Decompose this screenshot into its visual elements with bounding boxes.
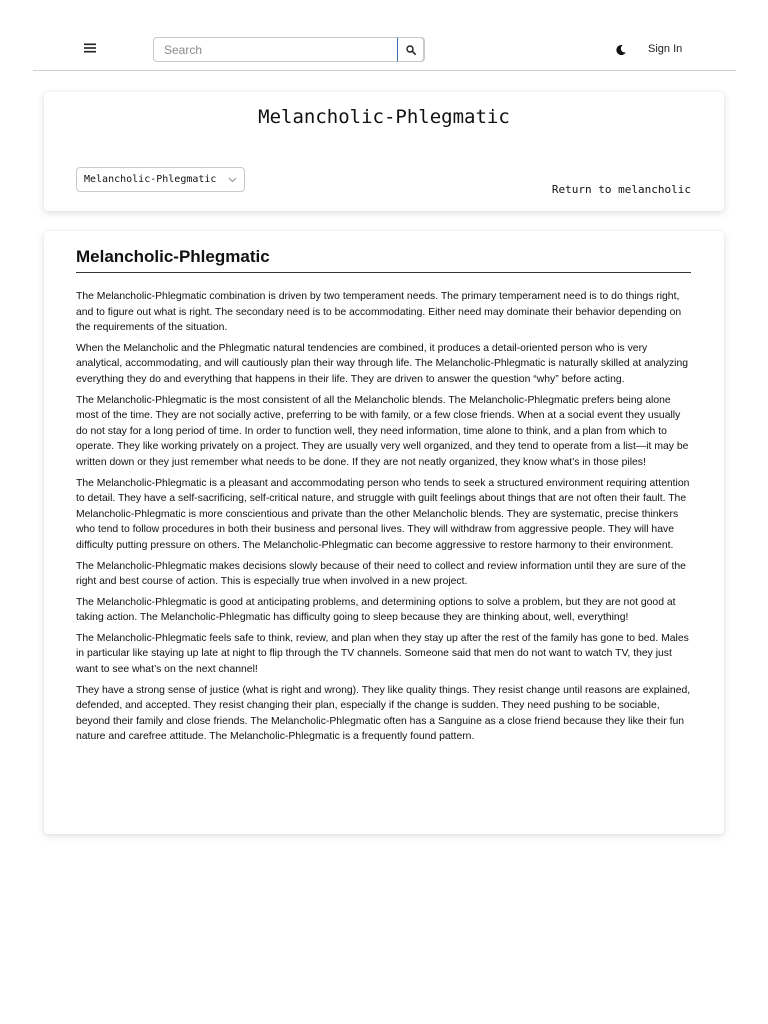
hamburger-menu-icon [83,42,97,54]
article-paragraph: The Melancholic-Phlegmatic is the most consistent of all the Melancholic blends. The Melancholic-Phlegmatic prefers being alone most of the time. They are not socially active, preferring to be with family, or a few close friends. When at a social event they usually do not stay for a long period of time. In order to function well, they need information, time alone to think, and a plan from which to operate. They like working privately on a project. They are usually very well organized, and they tend to operate from a list—it may be written down or they just remember what needs to be done. If they are not neatly organized, they know what’s in those piles! [76,394,689,468]
magnifier-icon [406,45,416,55]
moon-icon [615,44,627,56]
page-title: Melancholic-Phlegmatic [258,106,510,128]
theme-toggle-button[interactable] [615,43,629,57]
article-paragraph: They have a strong sense of justice (what is right and wrong). They like quality things. They resist change until reasons are explained, defended, and accepted. They resist changing their plan, especially if the change is sudden. They need pushing to be sociable, beyond their family and close friends. The Melancholic-Phlegmatic often has a Sanguine as a close friend because they like their fun nature and carefree attitude. The Melancholic-Phlegmatic is a frequently found pattern. [76,684,691,743]
return-to-melancholic-link[interactable]: Return to melancholic [551,183,691,196]
menu-button[interactable] [83,42,99,58]
sign-in-link[interactable]: Sign In [648,43,683,55]
search-input[interactable] [154,38,399,61]
article-paragraph: When the Melancholic and the Phlegmatic natural tendencies are combined, it produces a detail-oriented person who is very analytical, accommodating, and will cautiously plan their way through life. The Melancholic-Phlegmatic is naturally skilled at analyzing everything they do and everything that happens in their life. They are driven to answer the question “why” before acting. [76,342,689,385]
article-card [44,231,724,834]
article-paragraph: The Melancholic-Phlegmatic makes decisions slowly because of their need to collect and review information until they are sure of the right and best course of action. This is especially true when involved in a new project. [76,560,686,588]
title-card [44,92,724,211]
temperament-select-value: Melancholic-Phlegmatic [84,174,217,185]
article-paragraph: The Melancholic-Phlegmatic is good at anticipating problems, and determining options to solve a problem, but they are not good at taking action. The Melancholic-Phlegmatic has difficulty going to sleep because they are thinking about, well, everything! [76,596,676,624]
chevron-down-icon [228,177,237,183]
top-navigation-bar [33,0,736,71]
search-button[interactable] [397,37,424,62]
article-heading: Melancholic-Phlegmatic [76,247,691,273]
temperament-select[interactable] [76,167,245,192]
search-bar [153,37,425,62]
article-paragraph: The Melancholic-Phlegmatic feels safe to think, review, and plan when they stay up after the rest of the family has gone to bed. Males in particular like staying up late at night to flip through the TV channels. Someone said that men do not want to watch TV, they just want to see what’s on the next channel! [76,632,689,676]
article-body [76,289,694,750]
article-paragraph: The Melancholic-Phlegmatic is a pleasant and accommodating person who tends to seek a structured environment requiring attention to detail. They have a self-sacrificing, self-critical nature, and struggle with guilt feelings about things that are not often their fault. The Melancholic-Phlegmatic is more conscientious and private than the other Melancholic blends. They are systematic, precise thinkers who tend to follow procedures in both their business and personal lives. They will withdraw from aggressive people. They will have difficulty putting pressure on others. The Melancholic-Phlegmatic can become aggressive to restore harmony to their environment. [76,477,690,551]
article-paragraph: The Melancholic-Phlegmatic combination is driven by two temperament needs. The primary temperament need is to do things right, and to figure out what is right. The secondary need is to be accommodating. Either need may dominate their behavior depending on the requirements of the situation. [76,291,682,334]
